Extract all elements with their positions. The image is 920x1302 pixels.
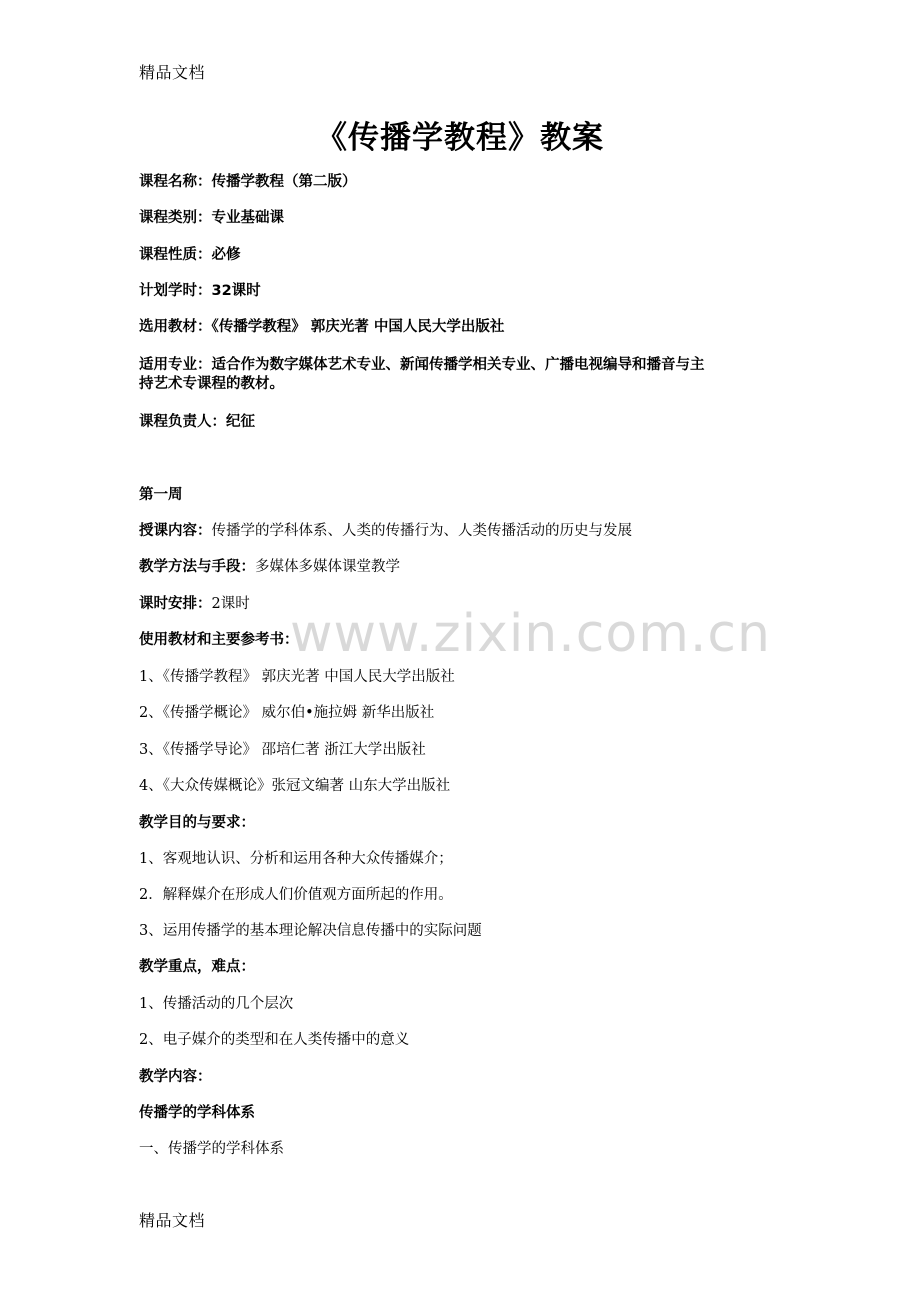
- goal-item: 3、运用传播学的基本理论解决信息传播中的实际问题: [139, 923, 482, 939]
- references-label: 使用教材和主要参考书：: [139, 632, 299, 648]
- footer-watermark-text: 精品文档: [139, 1211, 206, 1230]
- key-points-label: 教学重点，难点：: [139, 959, 255, 975]
- week-content-value: 传播学的学科体系、人类的传播行为、人类传播活动的历史与发展: [211, 523, 632, 539]
- week-label: 第一周: [139, 487, 183, 503]
- course-majors-line2: 持艺术专课程的教材。: [139, 376, 284, 392]
- course-owner: 课程负责人：纪征: [139, 414, 255, 430]
- document-title: 《传播学教程》教案: [316, 120, 604, 156]
- reference-item: 3、《传播学导论》 邵培仁著 浙江大学出版社: [139, 742, 426, 758]
- week-content-label: 授课内容：: [139, 523, 212, 539]
- goal-item: 1、客观地认识、分析和运用各种大众传播媒介；: [139, 851, 453, 867]
- section-item: 一、传播学的学科体系: [139, 1141, 284, 1157]
- key-point-item: 1、传播活动的几个层次: [139, 996, 294, 1012]
- reference-item: 2、《传播学概论》 威尔伯•施拉姆 新华出版社: [139, 705, 435, 721]
- section-heading: 传播学的学科体系: [139, 1105, 255, 1121]
- course-majors-line1: 适用专业：适合作为数字媒体艺术专业、新闻传播学相关专业、广播电视编导和播音与主: [139, 357, 705, 373]
- course-hours: 计划学时：32课时: [139, 283, 261, 299]
- key-point-item: 2、电子媒介的类型和在人类传播中的意义: [139, 1032, 410, 1048]
- week-content-row: [139, 522, 632, 540]
- site-watermark: www.zixin.com.cn: [290, 604, 771, 664]
- reference-item: 1、《传播学教程》 郭庆光著 中国人民大学出版社: [139, 669, 455, 685]
- goals-label: 教学目的与要求：: [139, 815, 255, 831]
- teaching-content-label: 教学内容：: [139, 1069, 212, 1085]
- course-category: 课程类别：专业基础课: [139, 210, 284, 226]
- week-method-label: 教学方法与手段：: [139, 559, 255, 575]
- reference-item: 4、《大众传媒概论》张冠文编著 山东大学出版社: [139, 778, 451, 794]
- week-method-value: 多媒体多媒体课堂教学: [255, 559, 400, 575]
- week-hours-value: 2课时: [211, 596, 250, 612]
- week-method-row: [139, 558, 400, 576]
- header-watermark-text: 精品文档: [139, 63, 206, 82]
- course-textbook: 选用教材：《传播学教程》 郭庆光著 中国人民大学出版社: [139, 319, 505, 335]
- course-name: 课程名称：传播学教程（第二版）: [139, 174, 357, 190]
- course-nature: 课程性质：必修: [139, 247, 241, 263]
- week-hours-row: [139, 595, 250, 613]
- week-hours-label: 课时安排：: [139, 596, 212, 612]
- goal-item: 2．解释媒介在形成人们价值观方面所起的作用。: [139, 887, 453, 903]
